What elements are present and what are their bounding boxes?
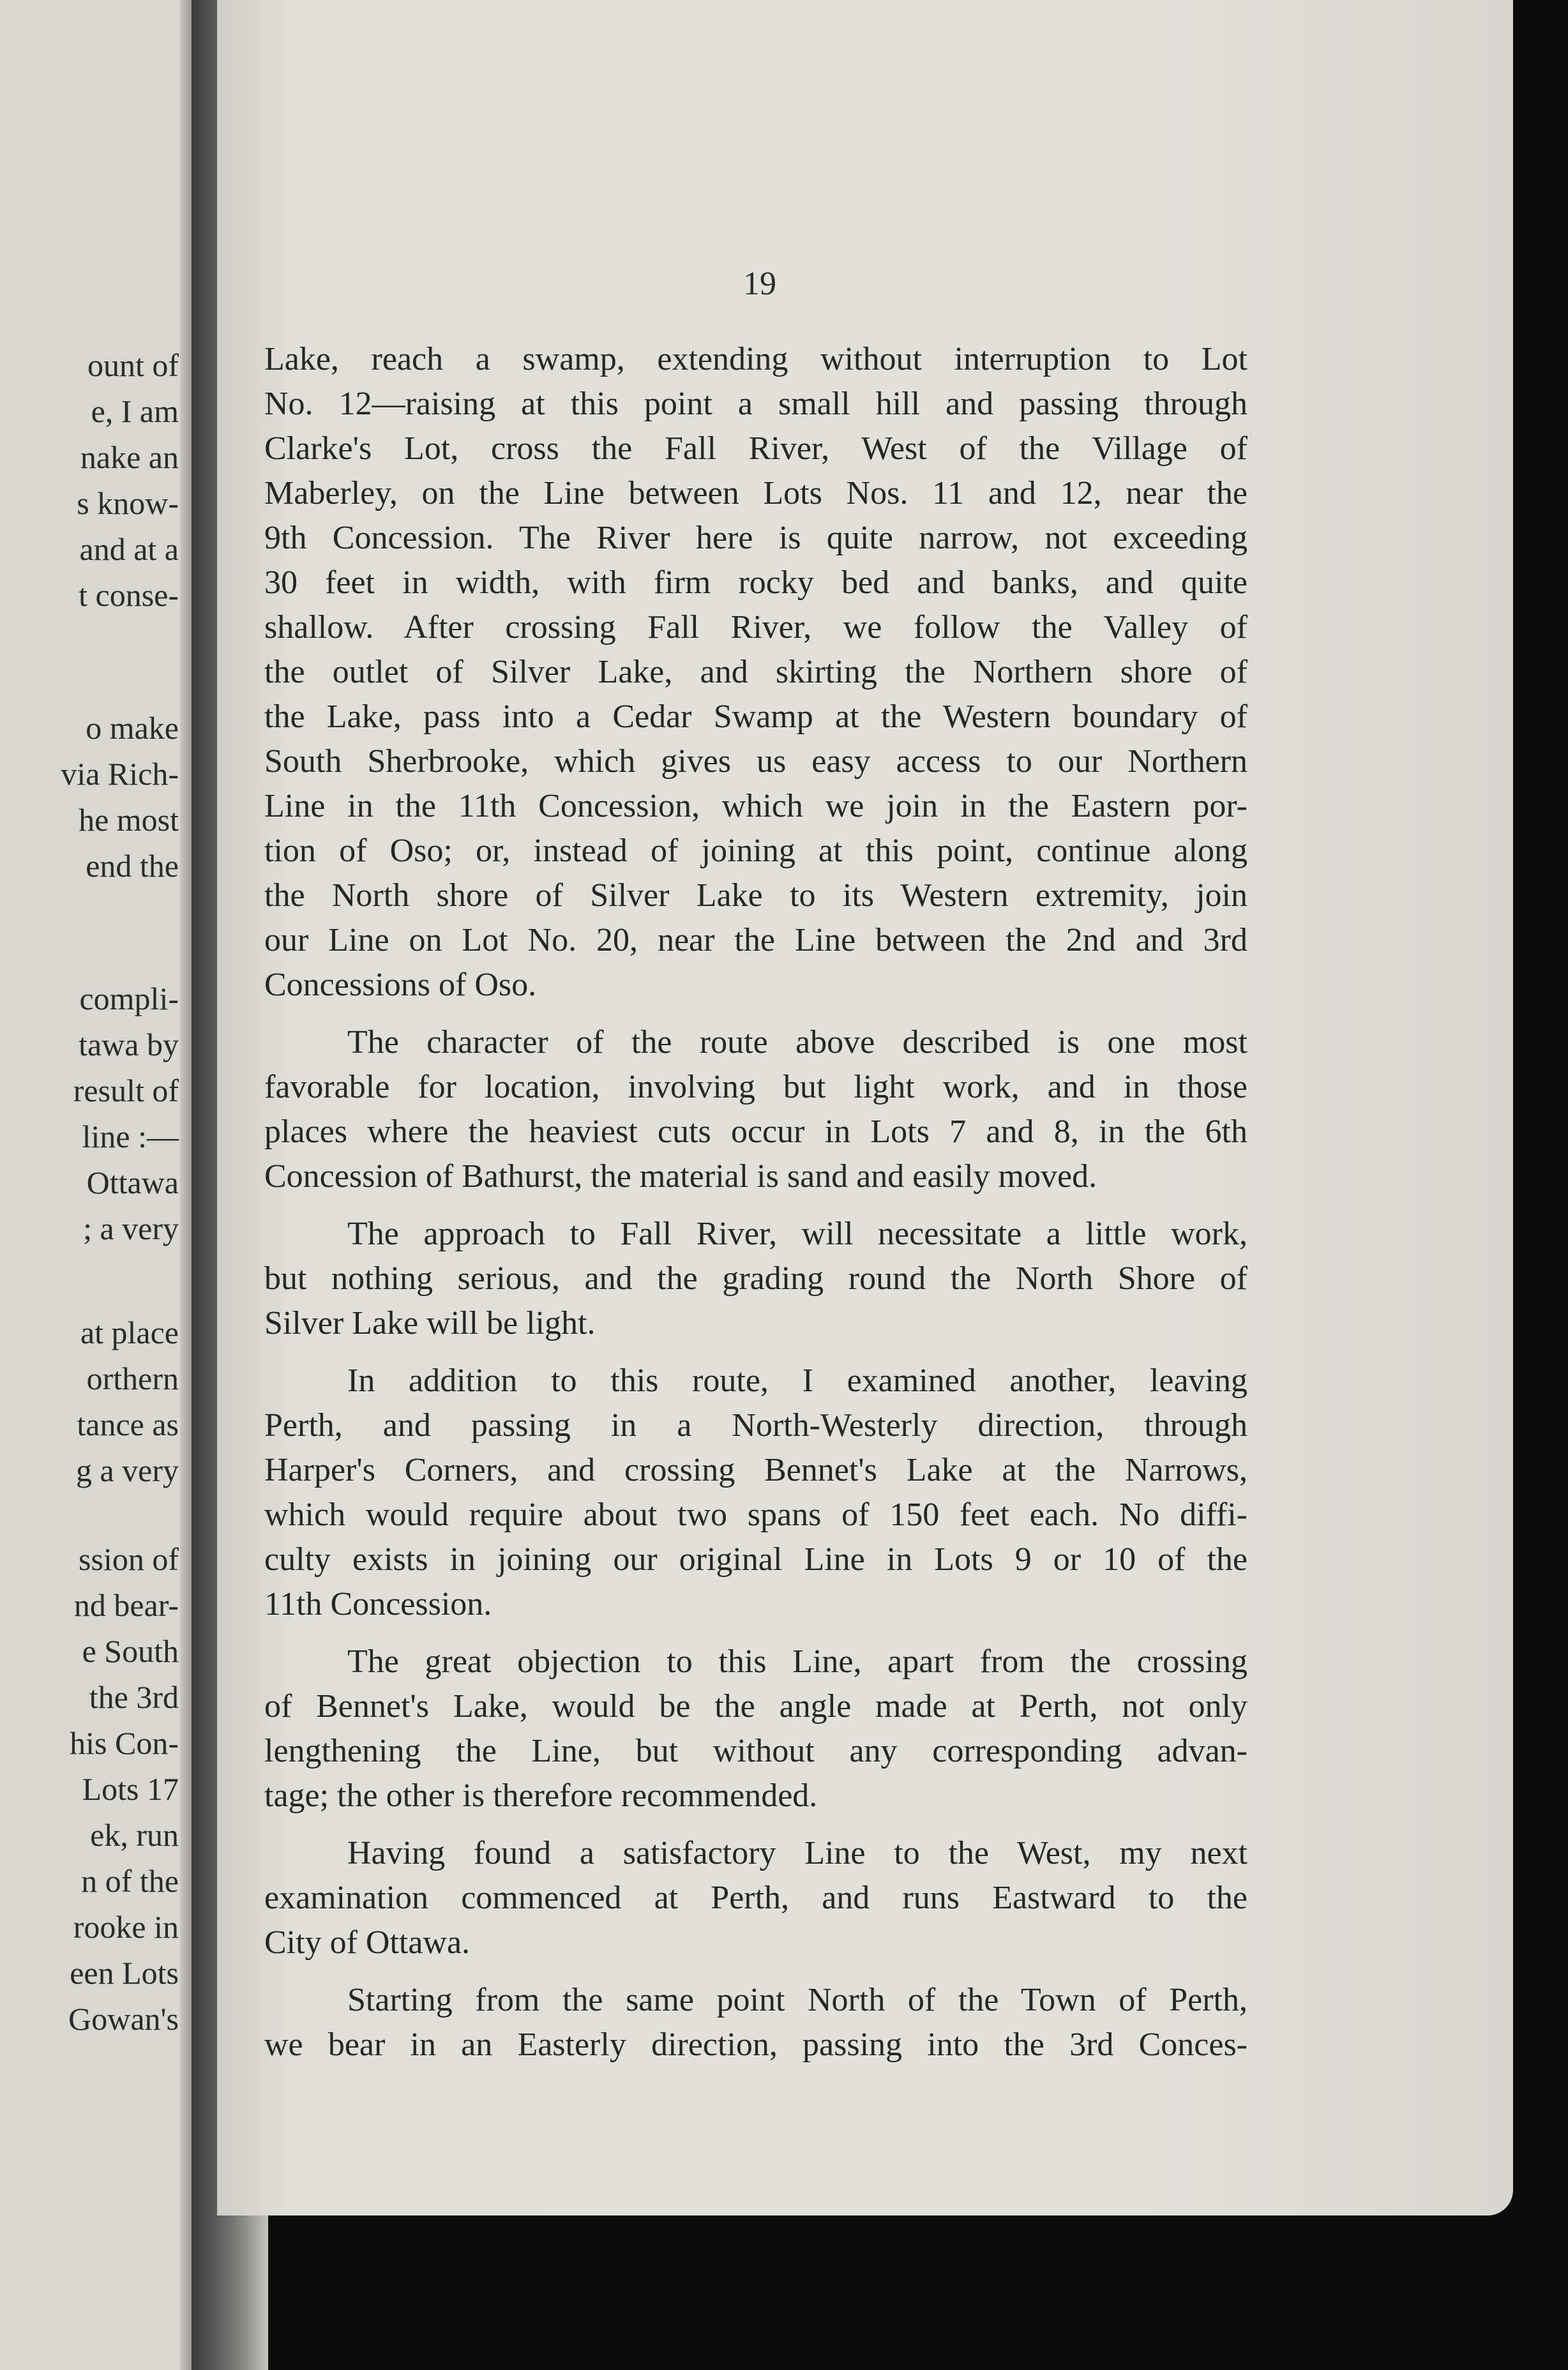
body-text	[264, 337, 1248, 2067]
left-page-line: een Lots	[70, 1955, 179, 1991]
paragraph-gap	[264, 1818, 1248, 1831]
left-page-line: nake an	[80, 439, 179, 475]
paragraph-gap	[264, 1346, 1248, 1359]
text-line: tion of Oso; or, instead of joining at this point, continue along	[264, 833, 1248, 869]
left-page-line: ssion of	[79, 1541, 179, 1577]
paragraph	[264, 1212, 1248, 1346]
left-page-line: e, I am	[91, 393, 179, 429]
left-page-line: orthern	[86, 1361, 179, 1396]
text-line: Silver Lake will be light.	[264, 1305, 596, 1341]
text-line: Line in the 11th Concession, which we join in the Eastern por-	[264, 788, 1248, 824]
left-page-line: line :—	[82, 1119, 179, 1154]
text-line: places where the heaviest cuts occur in Lots 7 and 8, in the 6th	[264, 1113, 1248, 1150]
text-line: Clarke's Lot, cross the Fall River, West of the Village of	[264, 430, 1248, 467]
text-line: In addition to this route, I examined another, leaving	[347, 1362, 1248, 1399]
text-line: tage; the other is therefore recommended.	[264, 1777, 818, 1814]
text-line: The character of the route above described is one most	[347, 1024, 1248, 1060]
text-line: The great objection to this Line, apart from the crossing	[347, 1643, 1248, 1680]
left-page-line: Gowan's	[68, 2001, 179, 2037]
text-line: Perth, and passing in a North-Westerly direction, through	[264, 1407, 1248, 1444]
text-line: our Line on Lot No. 20, near the Line between the 2nd and 3rd	[264, 922, 1248, 958]
page-number: 19	[743, 266, 776, 302]
text-line: 11th Concession.	[264, 1586, 492, 1622]
text-line: Lake, reach a swamp, extending without interruption to Lot	[264, 341, 1248, 377]
left-page-line: and at a	[79, 531, 179, 567]
paragraph	[264, 1831, 1248, 1965]
left-page-line: tawa by	[79, 1027, 179, 1062]
left-page-line: e South	[82, 1633, 179, 1669]
text-line: examination commenced at Perth, and runs Eastward to the	[264, 1880, 1248, 1916]
left-page-line: the 3rd	[89, 1679, 179, 1715]
text-line: Having found a satisfactory Line to the West, my next	[347, 1835, 1248, 1871]
text-line: favorable for location, involving but light work, and in those	[264, 1069, 1248, 1105]
left-page-fragment	[0, 0, 192, 2370]
left-page-line: his Con-	[70, 1725, 179, 1761]
text-line: Concession of Bathurst, the material is sand and easily moved.	[264, 1158, 1097, 1195]
left-page-line: n of the	[81, 1863, 179, 1899]
text-line: Maberley, on the Line between Lots Nos. 11 and 12, near the	[264, 475, 1248, 511]
paragraph-gap	[264, 1008, 1248, 1020]
text-line: Starting from the same point North of the Town of Perth,	[347, 1982, 1248, 2018]
left-page-line: g a very	[75, 1453, 179, 1488]
paragraph	[264, 1978, 1248, 2067]
left-page-line: at place	[80, 1315, 179, 1350]
left-page-line: via Rich-	[61, 756, 179, 792]
text-line: 30 feet in width, with firm rocky bed and banks, and quite	[264, 564, 1248, 601]
left-page-line: o make	[86, 710, 179, 746]
text-line: The approach to Fall River, will necessitate a little work,	[347, 1216, 1248, 1252]
text-line: South Sherbrooke, which gives us easy access to our Northern	[264, 743, 1248, 780]
paragraph	[264, 337, 1248, 1008]
paragraph-gap	[264, 1199, 1248, 1212]
left-page-line: tance as	[77, 1407, 179, 1442]
left-page-line: t conse-	[79, 577, 179, 613]
text-line: but nothing serious, and the grading round the North Shore of	[264, 1260, 1248, 1297]
text-line: 9th Concession. The River here is quite narrow, not exceeding	[264, 520, 1248, 556]
left-page-line: he most	[79, 802, 179, 838]
left-page-line: result of	[73, 1073, 179, 1108]
text-line: the North shore of Silver Lake to its Western extremity, join	[264, 877, 1248, 914]
paragraph	[264, 1359, 1248, 1627]
text-line: Concessions of Oso.	[264, 967, 537, 1003]
left-page-line: Ottawa	[86, 1165, 179, 1200]
text-line: City of Ottawa.	[264, 1924, 471, 1961]
left-page-line: ; a very	[83, 1211, 179, 1246]
text-line: we bear in an Easterly direction, passing into the 3rd Conces-	[264, 2027, 1248, 2063]
paragraph-gap	[264, 1965, 1248, 1978]
left-page-line: nd bear-	[73, 1587, 179, 1623]
text-line: the outlet of Silver Lake, and skirting the Northern shore of	[264, 654, 1248, 690]
left-page-line: s know-	[77, 485, 179, 521]
text-line: of Bennet's Lake, would be the angle made at Perth, not only	[264, 1688, 1248, 1725]
left-page-line: ount of	[87, 347, 179, 383]
text-line: culty exists in joining our original Line in Lots 9 or 10 of the	[264, 1541, 1248, 1578]
text-line: lengthening the Line, but without any corresponding advan-	[264, 1733, 1248, 1769]
left-page-line: compli-	[79, 981, 179, 1016]
left-page-edge	[180, 0, 192, 2370]
text-line: Harper's Corners, and crossing Bennet's Lake at the Narrows,	[264, 1452, 1248, 1488]
text-line: which would require about two spans of 150 feet each. No diffi-	[264, 1497, 1248, 1533]
text-line: the Lake, pass into a Cedar Swamp at the Western boundary of	[264, 698, 1248, 735]
paragraph	[264, 1020, 1248, 1199]
left-page-line: Lots 17	[82, 1771, 179, 1807]
left-page-line: rooke in	[73, 1909, 179, 1945]
paragraph-gap	[264, 1627, 1248, 1640]
text-line: shallow. After crossing Fall River, we follow the Valley of	[264, 609, 1248, 645]
left-page-line: ek, run	[90, 1817, 179, 1853]
text-line: No. 12—raising at this point a small hill and passing through	[264, 386, 1248, 422]
paragraph	[264, 1640, 1248, 1818]
left-page-line: end the	[86, 848, 179, 884]
